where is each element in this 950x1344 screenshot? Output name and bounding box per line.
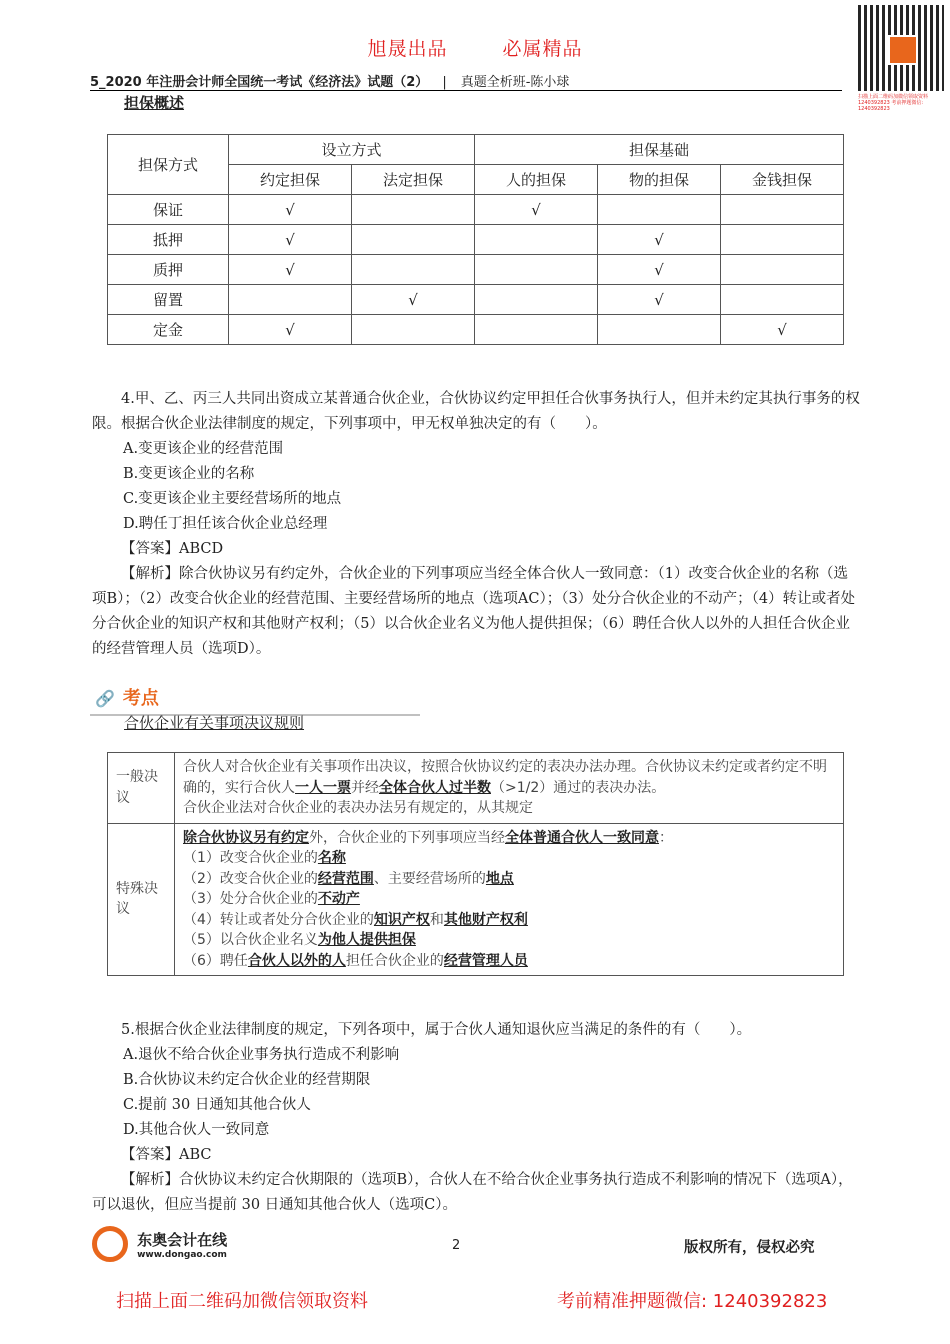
- emphasis: 知识产权: [373, 911, 430, 928]
- option-c: C.变更该企业主要经营场所的地点: [123, 491, 342, 507]
- text: ：: [659, 829, 673, 846]
- special-resolution-label: 特殊决议: [108, 823, 175, 976]
- option-b: B.合伙协议未约定合伙企业的经营期限: [123, 1072, 371, 1088]
- table-header-group-setup: 设立方式: [229, 135, 475, 165]
- question-4: [92, 387, 860, 662]
- page-number: 2: [452, 1238, 461, 1253]
- row-label: 定金: [108, 315, 229, 345]
- emphasis: 为他人提供担保: [317, 932, 416, 948]
- check-cell: [352, 225, 475, 255]
- check-cell: [598, 195, 721, 225]
- text: （4）转让或者处分合伙企业的: [183, 911, 374, 928]
- table-row: [108, 195, 844, 225]
- page-header: [90, 71, 569, 90]
- check-cell: √: [229, 315, 352, 345]
- text: 合伙企业法对合伙企业的表决办法另有规定的，从其规定: [183, 800, 533, 816]
- qr-logo-icon: [888, 35, 918, 65]
- emphasis: 不动产: [317, 891, 360, 907]
- text: （3）处分合伙企业的: [183, 891, 318, 907]
- emphasis: 合伙人以外的人: [247, 952, 346, 969]
- emphasis: 名称: [317, 850, 346, 866]
- banner-left: 旭晟出品: [367, 38, 448, 60]
- check-cell: [352, 315, 475, 345]
- row-label: 抵押: [108, 225, 229, 255]
- kaodian-heading: [95, 684, 159, 710]
- emphasis: 全体合伙人过半数: [379, 779, 491, 796]
- emphasis: 除合伙协议另有约定: [183, 829, 309, 846]
- resolution-rules-table: [107, 752, 844, 976]
- kaodian-subtitle: 合伙企业有关事项决议规则: [124, 714, 305, 732]
- text: 外，合伙企业的下列事项应当经: [309, 829, 505, 846]
- option-d: D.聘任丁担任该合伙企业总经理: [123, 516, 328, 532]
- guarantee-table: [107, 134, 844, 345]
- check-cell: [352, 255, 475, 285]
- check-cell: √: [721, 315, 844, 345]
- text: （>1/2）通过的表决办法。: [491, 779, 666, 796]
- table-row: [108, 823, 844, 976]
- text: 合伙人对合伙企业有关事项作出决议，按照合伙协议约定的表决办法办理。合伙协议未约定或者约定不明确的，实行合伙人: [183, 759, 827, 796]
- row-label: 留置: [108, 285, 229, 315]
- text: （6）聘任: [183, 952, 248, 969]
- col-header: 约定担保: [229, 165, 352, 195]
- text: （1）改变合伙企业的: [183, 850, 318, 866]
- emphasis: 地点: [485, 870, 514, 887]
- question-stem: 4.甲、乙、丙三人共同出资成立某普通合伙企业，合伙协议约定甲担任合伙事务执行人，但并未约定其执行事务的权限。根据合伙企业法律制度的规定，下列事项中，甲无权单独决定的有（ ）。: [92, 391, 860, 432]
- general-resolution-label: 一般决议: [108, 753, 175, 824]
- check-cell: √: [352, 285, 475, 315]
- logo-url: www.dongao.com: [137, 1249, 227, 1260]
- special-resolution-text: [175, 823, 844, 976]
- check-cell: [721, 285, 844, 315]
- col-header: 金钱担保: [721, 165, 844, 195]
- check-cell: [721, 225, 844, 255]
- row-label: 保证: [108, 195, 229, 225]
- text: 并经: [351, 779, 379, 796]
- emphasis: 经营管理人员: [443, 952, 528, 969]
- col-header: 物的担保: [598, 165, 721, 195]
- text: （2）改变合伙企业的: [183, 870, 318, 887]
- table-header-group-basis: 担保基础: [475, 135, 844, 165]
- option-c: C.提前 30 日通知其他合伙人: [123, 1097, 311, 1113]
- option-b: B.变更该企业的名称: [123, 466, 255, 482]
- bottom-left-note: 扫描上面二维码加微信领取资料: [116, 1291, 368, 1312]
- check-cell: √: [475, 195, 598, 225]
- check-cell: [352, 195, 475, 225]
- check-cell: √: [598, 225, 721, 255]
- table-row: [108, 753, 844, 824]
- link-icon: 🔗: [95, 689, 115, 708]
- answer: 【答案】ABCD: [121, 541, 224, 557]
- option-d: D.其他合伙人一致同意: [123, 1122, 270, 1138]
- check-cell: √: [598, 255, 721, 285]
- text: 和: [429, 911, 444, 928]
- text: （5）以合伙企业名义: [183, 932, 318, 948]
- check-cell: [598, 315, 721, 345]
- answer: 【答案】ABC: [121, 1147, 212, 1163]
- dongao-logo-icon: [92, 1226, 128, 1262]
- emphasis: 全体普通合伙人一致同意: [505, 829, 659, 846]
- analysis: 【解析】除合伙协议另有约定外，合伙企业的下列事项应当经全体合伙人一致同意：（1）改变合伙企业的名称（选项B）；（2）改变合伙企业的经营范围、主要经营场所的地点（选项AC）；（3）处分合伙企业的不动产；（4）转让或者处分合伙企业的知识产权和其他财产权利；（5）以合伙企业名义为他人提供担保；（6）聘任合伙人以外的人担任合伙企业的经营管理人员（选项D）。: [92, 566, 856, 657]
- table-row: [108, 255, 844, 285]
- table-row: [108, 315, 844, 345]
- table-row: [108, 285, 844, 315]
- text: 、主要经营场所的: [373, 870, 486, 887]
- bottom-right-note: 考前精准押题微信: 1240392823: [557, 1291, 828, 1312]
- header-subtitle: 真题全析班-陈小球: [460, 75, 570, 90]
- check-cell: [475, 225, 598, 255]
- check-cell: [721, 255, 844, 285]
- check-cell: [721, 195, 844, 225]
- section-title: 担保概述: [124, 94, 185, 112]
- logo-text: [137, 1229, 227, 1260]
- option-a: A.退伙不给合伙企业事务执行造成不利影响: [123, 1047, 400, 1063]
- check-cell: √: [229, 255, 352, 285]
- check-cell: [475, 285, 598, 315]
- logo-name: 东奥会计在线: [137, 1230, 228, 1249]
- row-label: 质押: [108, 255, 229, 285]
- check-cell: √: [229, 195, 352, 225]
- check-cell: [229, 285, 352, 315]
- footer-logo: [92, 1226, 227, 1262]
- col-header: 法定担保: [352, 165, 475, 195]
- table-header-method: 担保方式: [108, 135, 229, 195]
- header-rule: [90, 90, 842, 91]
- text: 担任合伙企业的: [345, 952, 444, 969]
- check-cell: [475, 315, 598, 345]
- col-header: 人的担保: [475, 165, 598, 195]
- qr-note: 扫描上面二维码加微信领取资料 1240392823 考前押题微信: 1240392823: [858, 94, 929, 112]
- question-stem: 5.根据合伙企业法律制度的规定，下列各项中，属于合伙人通知退伙应当满足的条件的有（ ）。: [121, 1022, 752, 1038]
- check-cell: √: [598, 285, 721, 315]
- copyright: 版权所有，侵权必究: [684, 1239, 815, 1256]
- header-title: 5_2020 年注册会计师全国统一考试《经济法》试题（2）: [90, 75, 429, 90]
- emphasis: 其他财产权利: [443, 911, 528, 928]
- top-banner: [0, 34, 950, 61]
- check-cell: [475, 255, 598, 285]
- banner-right: 必属精品: [502, 38, 583, 60]
- kaodian-label: 考点: [122, 688, 159, 709]
- analysis: 【解析】合伙协议未约定合伙期限的（选项B），合伙人在不给合伙企业事务执行造成不利影响的情况下（选项A），可以退伙，但应当提前 30 日通知其他合伙人（选项C）。: [92, 1172, 853, 1213]
- general-resolution-text: [175, 753, 844, 824]
- check-cell: √: [229, 225, 352, 255]
- option-a: A.变更该企业的经营范围: [123, 441, 284, 457]
- header-separator: |: [442, 75, 447, 90]
- emphasis: 经营范围: [317, 870, 374, 887]
- table-row: [108, 225, 844, 255]
- emphasis: 一人一票: [295, 779, 351, 796]
- question-5: [92, 1018, 860, 1218]
